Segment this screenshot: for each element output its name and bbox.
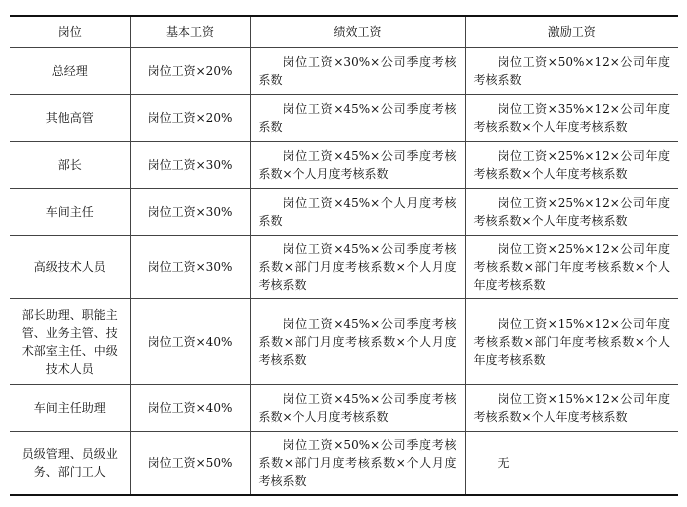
position-cell: 员级管理、员级业务、部门工人 bbox=[10, 432, 130, 495]
table-row bbox=[10, 236, 678, 299]
performance-salary-cell: 岗位工资×45%×公司季度考核系数×个人月度考核系数 bbox=[250, 385, 465, 432]
position-cell: 车间主任助理 bbox=[10, 385, 130, 432]
base-salary-cell: 岗位工资×40% bbox=[130, 385, 250, 432]
position-cell: 部长助理、职能主管、业务主管、技术部室主任、中级技术人员 bbox=[10, 299, 130, 385]
table-row bbox=[10, 142, 678, 189]
performance-salary-cell: 岗位工资×45%×个人月度考核系数 bbox=[250, 189, 465, 236]
performance-salary-cell: 岗位工资×45%×公司季度考核系数 bbox=[250, 95, 465, 142]
base-salary-cell: 岗位工资×20% bbox=[130, 48, 250, 95]
incentive-salary-cell: 岗位工资×50%×12×公司年度考核系数 bbox=[465, 48, 678, 95]
header-incentive-salary: 激励工资 bbox=[465, 16, 678, 48]
position-cell: 其他高管 bbox=[10, 95, 130, 142]
performance-salary-cell: 岗位工资×45%×公司季度考核系数×个人月度考核系数 bbox=[250, 142, 465, 189]
base-salary-cell: 岗位工资×30% bbox=[130, 236, 250, 299]
header-base-salary: 基本工资 bbox=[130, 16, 250, 48]
table-row bbox=[10, 95, 678, 142]
incentive-salary-cell: 岗位工资×35%×12×公司年度考核系数×个人年度考核系数 bbox=[465, 95, 678, 142]
base-salary-cell: 岗位工资×40% bbox=[130, 299, 250, 385]
base-salary-cell: 岗位工资×20% bbox=[130, 95, 250, 142]
table-row bbox=[10, 432, 678, 495]
table-row bbox=[10, 189, 678, 236]
table-row bbox=[10, 385, 678, 432]
table-row bbox=[10, 48, 678, 95]
incentive-salary-cell: 岗位工资×15%×12×公司年度考核系数×个人年度考核系数 bbox=[465, 385, 678, 432]
position-cell: 部长 bbox=[10, 142, 130, 189]
performance-salary-cell: 岗位工资×45%×公司季度考核系数×部门月度考核系数×个人月度考核系数 bbox=[250, 236, 465, 299]
salary-structure-table bbox=[10, 15, 678, 496]
header-row bbox=[10, 16, 678, 48]
performance-salary-cell: 岗位工资×30%×公司季度考核系数 bbox=[250, 48, 465, 95]
incentive-salary-cell: 无 bbox=[465, 432, 678, 495]
position-cell: 车间主任 bbox=[10, 189, 130, 236]
base-salary-cell: 岗位工资×30% bbox=[130, 189, 250, 236]
table-row bbox=[10, 299, 678, 385]
header-performance-salary: 绩效工资 bbox=[250, 16, 465, 48]
incentive-salary-cell: 岗位工资×25%×12×公司年度考核系数×部门年度考核系数×个人年度考核系数 bbox=[465, 236, 678, 299]
position-cell: 高级技术人员 bbox=[10, 236, 130, 299]
header-position: 岗位 bbox=[10, 16, 130, 48]
performance-salary-cell: 岗位工资×50%×公司季度考核系数×部门月度考核系数×个人月度考核系数 bbox=[250, 432, 465, 495]
base-salary-cell: 岗位工资×30% bbox=[130, 142, 250, 189]
incentive-salary-cell: 岗位工资×25%×12×公司年度考核系数×个人年度考核系数 bbox=[465, 142, 678, 189]
incentive-salary-cell: 岗位工资×15%×12×公司年度考核系数×部门年度考核系数×个人年度考核系数 bbox=[465, 299, 678, 385]
position-cell: 总经理 bbox=[10, 48, 130, 95]
base-salary-cell: 岗位工资×50% bbox=[130, 432, 250, 495]
incentive-salary-cell: 岗位工资×25%×12×公司年度考核系数×个人年度考核系数 bbox=[465, 189, 678, 236]
cropped-text-edge bbox=[0, 500, 687, 507]
performance-salary-cell: 岗位工资×45%×公司季度考核系数×部门月度考核系数×个人月度考核系数 bbox=[250, 299, 465, 385]
